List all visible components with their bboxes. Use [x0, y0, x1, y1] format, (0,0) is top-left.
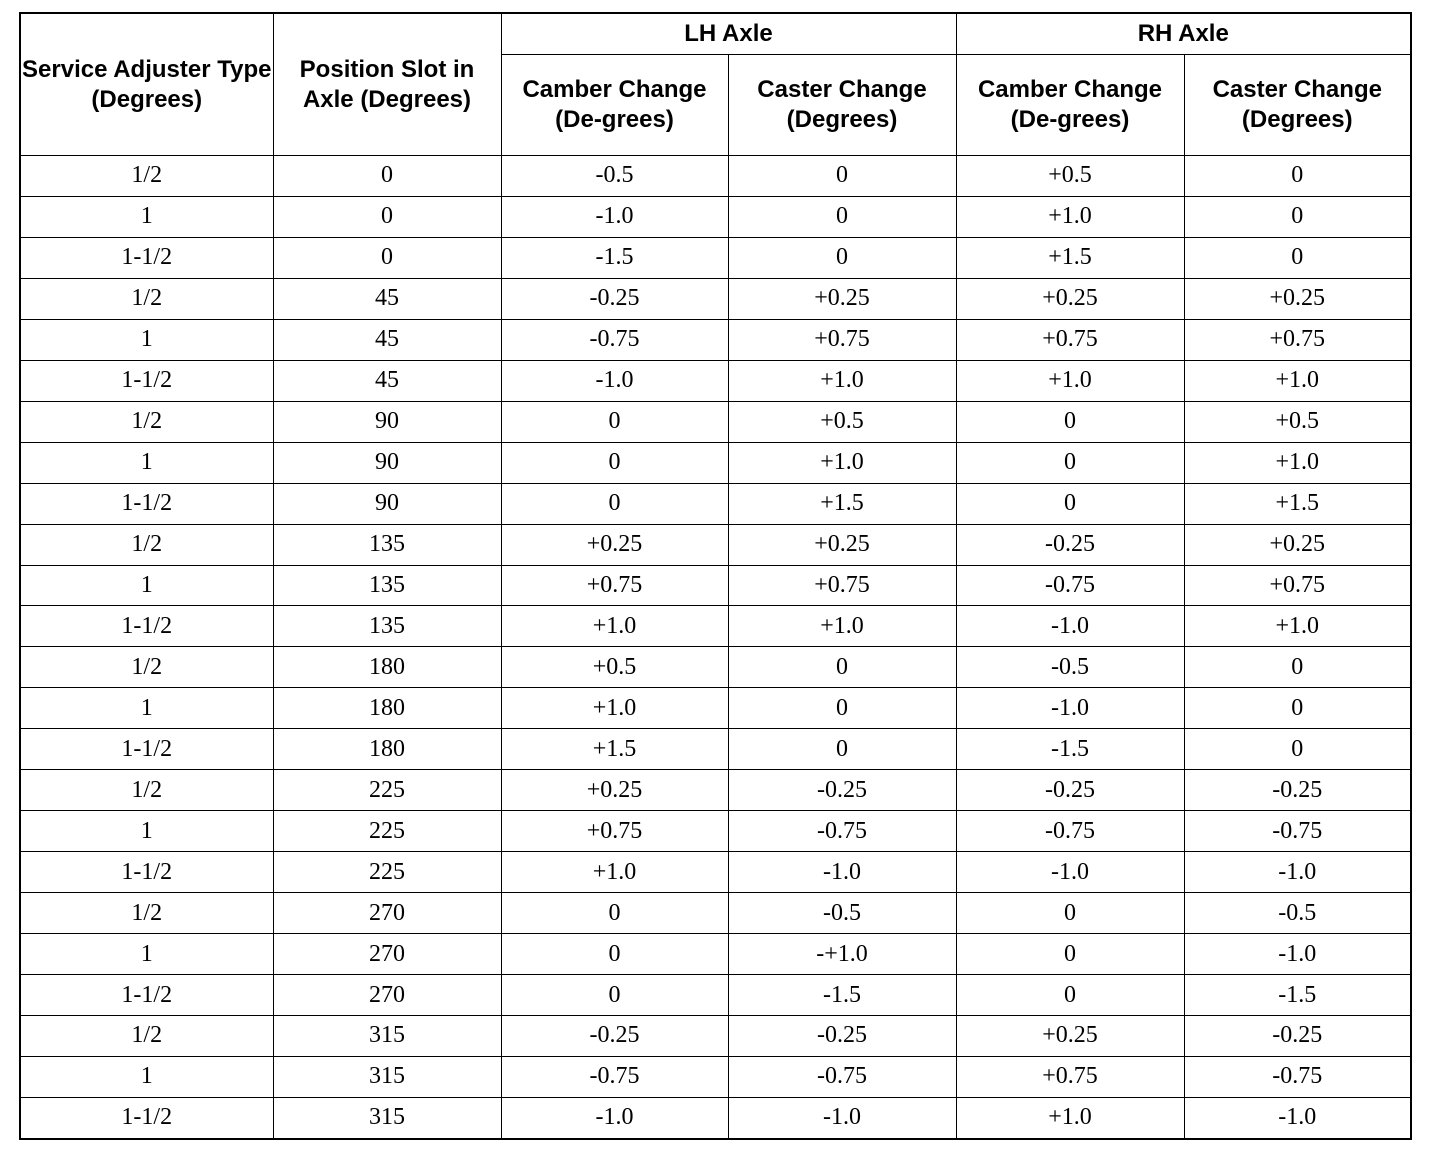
cell-rh-camber: 0	[956, 442, 1184, 483]
cell-lh-camber: +1.0	[501, 606, 728, 647]
table-row	[20, 852, 1411, 893]
col-header-rh-caster: Caster Change (Degrees)	[1184, 55, 1411, 156]
cell-service-adjuster: 1-1/2	[20, 975, 273, 1016]
cell-service-adjuster: 1-1/2	[20, 852, 273, 893]
cell-rh-caster: +0.75	[1184, 565, 1411, 606]
cell-position-slot: 45	[273, 278, 501, 319]
cell-rh-caster: -0.25	[1184, 1016, 1411, 1057]
table-row	[20, 975, 1411, 1016]
cell-lh-caster: -0.25	[728, 770, 956, 811]
cell-lh-caster: 0	[728, 729, 956, 770]
cell-position-slot: 315	[273, 1016, 501, 1057]
cell-service-adjuster: 1-1/2	[20, 360, 273, 401]
cell-position-slot: 90	[273, 442, 501, 483]
table-row	[20, 483, 1411, 524]
cell-position-slot: 270	[273, 975, 501, 1016]
cell-lh-caster: 0	[728, 688, 956, 729]
cell-service-adjuster: 1-1/2	[20, 1097, 273, 1139]
cell-lh-caster: -1.5	[728, 975, 956, 1016]
cell-lh-camber: +0.25	[501, 770, 728, 811]
table-row	[20, 156, 1411, 197]
cell-lh-caster: -0.75	[728, 811, 956, 852]
table-row	[20, 647, 1411, 688]
cell-position-slot: 45	[273, 360, 501, 401]
cell-service-adjuster: 1/2	[20, 647, 273, 688]
cell-rh-caster: 0	[1184, 237, 1411, 278]
cell-rh-camber: +0.5	[956, 156, 1184, 197]
cell-rh-camber: +1.5	[956, 237, 1184, 278]
cell-position-slot: 45	[273, 319, 501, 360]
cell-rh-caster: +0.5	[1184, 401, 1411, 442]
cell-position-slot: 0	[273, 156, 501, 197]
cell-lh-camber: -1.0	[501, 360, 728, 401]
cell-lh-caster: +1.5	[728, 483, 956, 524]
cell-rh-camber: -0.75	[956, 565, 1184, 606]
cell-service-adjuster: 1	[20, 196, 273, 237]
cell-lh-caster: +0.25	[728, 524, 956, 565]
cell-lh-camber: +0.75	[501, 565, 728, 606]
cell-rh-camber: 0	[956, 401, 1184, 442]
cell-lh-caster: -1.0	[728, 852, 956, 893]
table-row	[20, 770, 1411, 811]
cell-position-slot: 270	[273, 934, 501, 975]
cell-service-adjuster: 1	[20, 811, 273, 852]
table-row	[20, 1056, 1411, 1097]
cell-service-adjuster: 1	[20, 934, 273, 975]
cell-position-slot: 225	[273, 852, 501, 893]
cell-service-adjuster: 1/2	[20, 770, 273, 811]
cell-service-adjuster: 1	[20, 688, 273, 729]
col-header-lh-caster: Caster Change (Degrees)	[728, 55, 956, 156]
cell-service-adjuster: 1/2	[20, 1016, 273, 1057]
cell-rh-caster: +1.0	[1184, 442, 1411, 483]
table-row	[20, 1016, 1411, 1057]
table-row	[20, 1097, 1411, 1139]
cell-rh-caster: 0	[1184, 156, 1411, 197]
cell-rh-camber: -0.75	[956, 811, 1184, 852]
cell-rh-camber: +1.0	[956, 196, 1184, 237]
table-row	[20, 565, 1411, 606]
table-row	[20, 688, 1411, 729]
table-row	[20, 729, 1411, 770]
col-header-lh-camber: Camber Change (De-grees)	[501, 55, 728, 156]
cell-rh-caster: 0	[1184, 647, 1411, 688]
cell-rh-camber: 0	[956, 934, 1184, 975]
cell-rh-caster: +1.0	[1184, 360, 1411, 401]
cell-rh-camber: +0.75	[956, 1056, 1184, 1097]
cell-rh-caster: -1.0	[1184, 1097, 1411, 1139]
cell-lh-camber: +0.75	[501, 811, 728, 852]
cell-lh-camber: 0	[501, 401, 728, 442]
cell-service-adjuster: 1-1/2	[20, 237, 273, 278]
cell-service-adjuster: 1	[20, 442, 273, 483]
cell-lh-camber: 0	[501, 934, 728, 975]
table-row	[20, 524, 1411, 565]
cell-rh-caster: 0	[1184, 688, 1411, 729]
cell-lh-caster: -0.75	[728, 1056, 956, 1097]
cell-rh-caster: +1.0	[1184, 606, 1411, 647]
cell-rh-caster: +0.75	[1184, 319, 1411, 360]
cell-lh-camber: -1.5	[501, 237, 728, 278]
cell-service-adjuster: 1/2	[20, 156, 273, 197]
cell-lh-camber: 0	[501, 483, 728, 524]
cell-rh-camber: -0.25	[956, 770, 1184, 811]
cell-lh-camber: -1.0	[501, 1097, 728, 1139]
table-row	[20, 401, 1411, 442]
table-row	[20, 237, 1411, 278]
table-row	[20, 196, 1411, 237]
cell-lh-camber: +0.25	[501, 524, 728, 565]
table-row	[20, 893, 1411, 934]
cell-lh-caster: +1.0	[728, 606, 956, 647]
cell-lh-caster: 0	[728, 196, 956, 237]
cell-position-slot: 90	[273, 401, 501, 442]
cell-rh-caster: +0.25	[1184, 278, 1411, 319]
cell-lh-caster: +0.75	[728, 565, 956, 606]
cell-lh-caster: -0.25	[728, 1016, 956, 1057]
cell-rh-camber: -1.0	[956, 688, 1184, 729]
cell-position-slot: 315	[273, 1097, 501, 1139]
cell-service-adjuster: 1/2	[20, 893, 273, 934]
cell-lh-camber: -0.25	[501, 1016, 728, 1057]
table-row	[20, 606, 1411, 647]
cell-lh-camber: 0	[501, 975, 728, 1016]
cell-position-slot: 225	[273, 811, 501, 852]
cell-lh-caster: +1.0	[728, 360, 956, 401]
cell-service-adjuster: 1	[20, 565, 273, 606]
col-header-rh-axle: RH Axle	[956, 13, 1411, 55]
cell-lh-camber: -1.0	[501, 196, 728, 237]
cell-rh-camber: 0	[956, 893, 1184, 934]
table-row	[20, 319, 1411, 360]
cell-rh-camber: +0.25	[956, 278, 1184, 319]
cell-lh-camber: -0.25	[501, 278, 728, 319]
cell-position-slot: 0	[273, 237, 501, 278]
table-row	[20, 278, 1411, 319]
cell-position-slot: 0	[273, 196, 501, 237]
cell-service-adjuster: 1-1/2	[20, 729, 273, 770]
cell-rh-camber: 0	[956, 975, 1184, 1016]
col-header-lh-axle: LH Axle	[501, 13, 956, 55]
cell-position-slot: 135	[273, 524, 501, 565]
cell-rh-caster: -0.75	[1184, 1056, 1411, 1097]
cell-lh-camber: +1.5	[501, 729, 728, 770]
cell-rh-camber: -0.5	[956, 647, 1184, 688]
table-row	[20, 811, 1411, 852]
cell-lh-caster: 0	[728, 156, 956, 197]
cell-lh-caster: -1.0	[728, 1097, 956, 1139]
cell-position-slot: 225	[273, 770, 501, 811]
cell-rh-camber: -1.0	[956, 606, 1184, 647]
table-row	[20, 442, 1411, 483]
alignment-adjustment-table	[19, 12, 1412, 1140]
cell-rh-camber: 0	[956, 483, 1184, 524]
cell-rh-caster: +0.25	[1184, 524, 1411, 565]
col-header-position-slot: Position Slot in Axle (Degrees)	[273, 13, 501, 156]
table-body	[20, 156, 1411, 1140]
cell-rh-caster: -0.25	[1184, 770, 1411, 811]
cell-lh-camber: +0.5	[501, 647, 728, 688]
cell-service-adjuster: 1/2	[20, 524, 273, 565]
cell-rh-camber: -1.5	[956, 729, 1184, 770]
cell-rh-caster: +1.5	[1184, 483, 1411, 524]
cell-rh-caster: -0.75	[1184, 811, 1411, 852]
cell-lh-caster: -+1.0	[728, 934, 956, 975]
cell-service-adjuster: 1	[20, 1056, 273, 1097]
cell-rh-camber: +0.75	[956, 319, 1184, 360]
cell-lh-caster: +0.25	[728, 278, 956, 319]
cell-position-slot: 90	[273, 483, 501, 524]
cell-rh-caster: -1.0	[1184, 934, 1411, 975]
cell-lh-caster: +0.75	[728, 319, 956, 360]
cell-lh-camber: 0	[501, 893, 728, 934]
cell-rh-camber: -1.0	[956, 852, 1184, 893]
cell-position-slot: 180	[273, 729, 501, 770]
cell-service-adjuster: 1/2	[20, 401, 273, 442]
cell-rh-caster: -0.5	[1184, 893, 1411, 934]
cell-lh-caster: -0.5	[728, 893, 956, 934]
cell-rh-caster: -1.0	[1184, 852, 1411, 893]
cell-lh-camber: 0	[501, 442, 728, 483]
cell-position-slot: 270	[273, 893, 501, 934]
cell-lh-caster: 0	[728, 647, 956, 688]
cell-rh-caster: 0	[1184, 729, 1411, 770]
cell-position-slot: 180	[273, 688, 501, 729]
cell-rh-camber: +1.0	[956, 360, 1184, 401]
cell-lh-caster: +0.5	[728, 401, 956, 442]
cell-rh-camber: -0.25	[956, 524, 1184, 565]
header-row-group	[20, 13, 1411, 55]
cell-position-slot: 135	[273, 606, 501, 647]
cell-rh-camber: +1.0	[956, 1097, 1184, 1139]
cell-lh-camber: -0.5	[501, 156, 728, 197]
cell-rh-caster: 0	[1184, 196, 1411, 237]
table-row	[20, 934, 1411, 975]
cell-lh-caster: +1.0	[728, 442, 956, 483]
cell-lh-camber: -0.75	[501, 1056, 728, 1097]
cell-rh-camber: +0.25	[956, 1016, 1184, 1057]
cell-service-adjuster: 1/2	[20, 278, 273, 319]
col-header-service-adjuster: Service Adjuster Type (Degrees)	[20, 13, 273, 156]
cell-position-slot: 135	[273, 565, 501, 606]
cell-service-adjuster: 1-1/2	[20, 483, 273, 524]
cell-position-slot: 180	[273, 647, 501, 688]
cell-rh-caster: -1.5	[1184, 975, 1411, 1016]
col-header-rh-camber: Camber Change (De-grees)	[956, 55, 1184, 156]
cell-position-slot: 315	[273, 1056, 501, 1097]
cell-service-adjuster: 1-1/2	[20, 606, 273, 647]
table-row	[20, 360, 1411, 401]
cell-lh-camber: -0.75	[501, 319, 728, 360]
cell-service-adjuster: 1	[20, 319, 273, 360]
cell-lh-camber: +1.0	[501, 852, 728, 893]
cell-lh-camber: +1.0	[501, 688, 728, 729]
cell-lh-caster: 0	[728, 237, 956, 278]
